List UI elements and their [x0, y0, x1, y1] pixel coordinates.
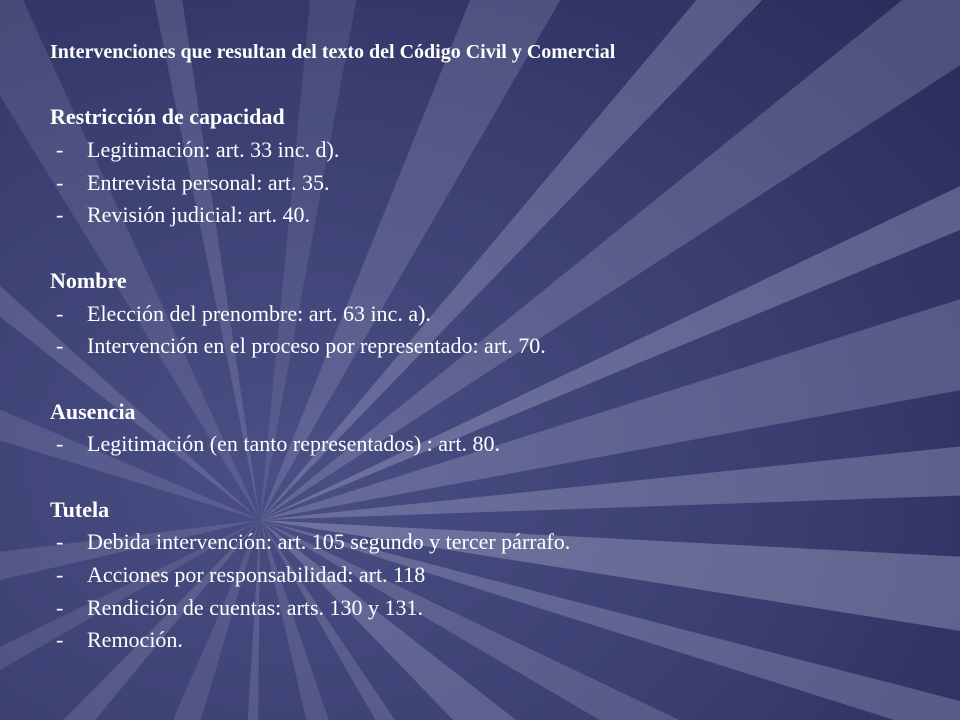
slide-title: Intervenciones que resultan del texto del Código Civil y Comercial — [50, 41, 616, 63]
section-heading: Nombre — [50, 267, 127, 293]
section-nombre — [50, 265, 930, 363]
slide-content — [50, 36, 930, 657]
section-restriccion — [50, 101, 930, 232]
list-item: - Entrevista personal: art. 35. — [56, 169, 330, 195]
section-ausencia — [50, 396, 930, 461]
list-item: - Elección del prenombre: art. 63 inc. a). — [56, 300, 431, 326]
list-item: - Legitimación (en tanto representados) : art. 80. — [56, 431, 500, 457]
list-item: - Debida intervención: art. 105 segundo y tercer párrafo. — [56, 529, 571, 555]
list-item: - Revisión judicial: art. 40. — [56, 202, 311, 228]
section-heading: Restricción de capacidad — [50, 104, 285, 130]
list-item: - Intervención en el proceso por representado: art. 70. — [56, 333, 546, 359]
section-heading: Tutela — [50, 496, 110, 522]
section-heading: Ausencia — [50, 398, 136, 424]
list-item: - Rendición de cuentas: arts. 130 y 131. — [56, 594, 424, 620]
section-tutela — [50, 494, 930, 657]
list-item: - Remoción. — [56, 627, 183, 653]
list-item: - Acciones por responsabilidad: art. 118 — [56, 562, 426, 587]
list-item: - Legitimación: art. 33 inc. d). — [56, 137, 340, 163]
